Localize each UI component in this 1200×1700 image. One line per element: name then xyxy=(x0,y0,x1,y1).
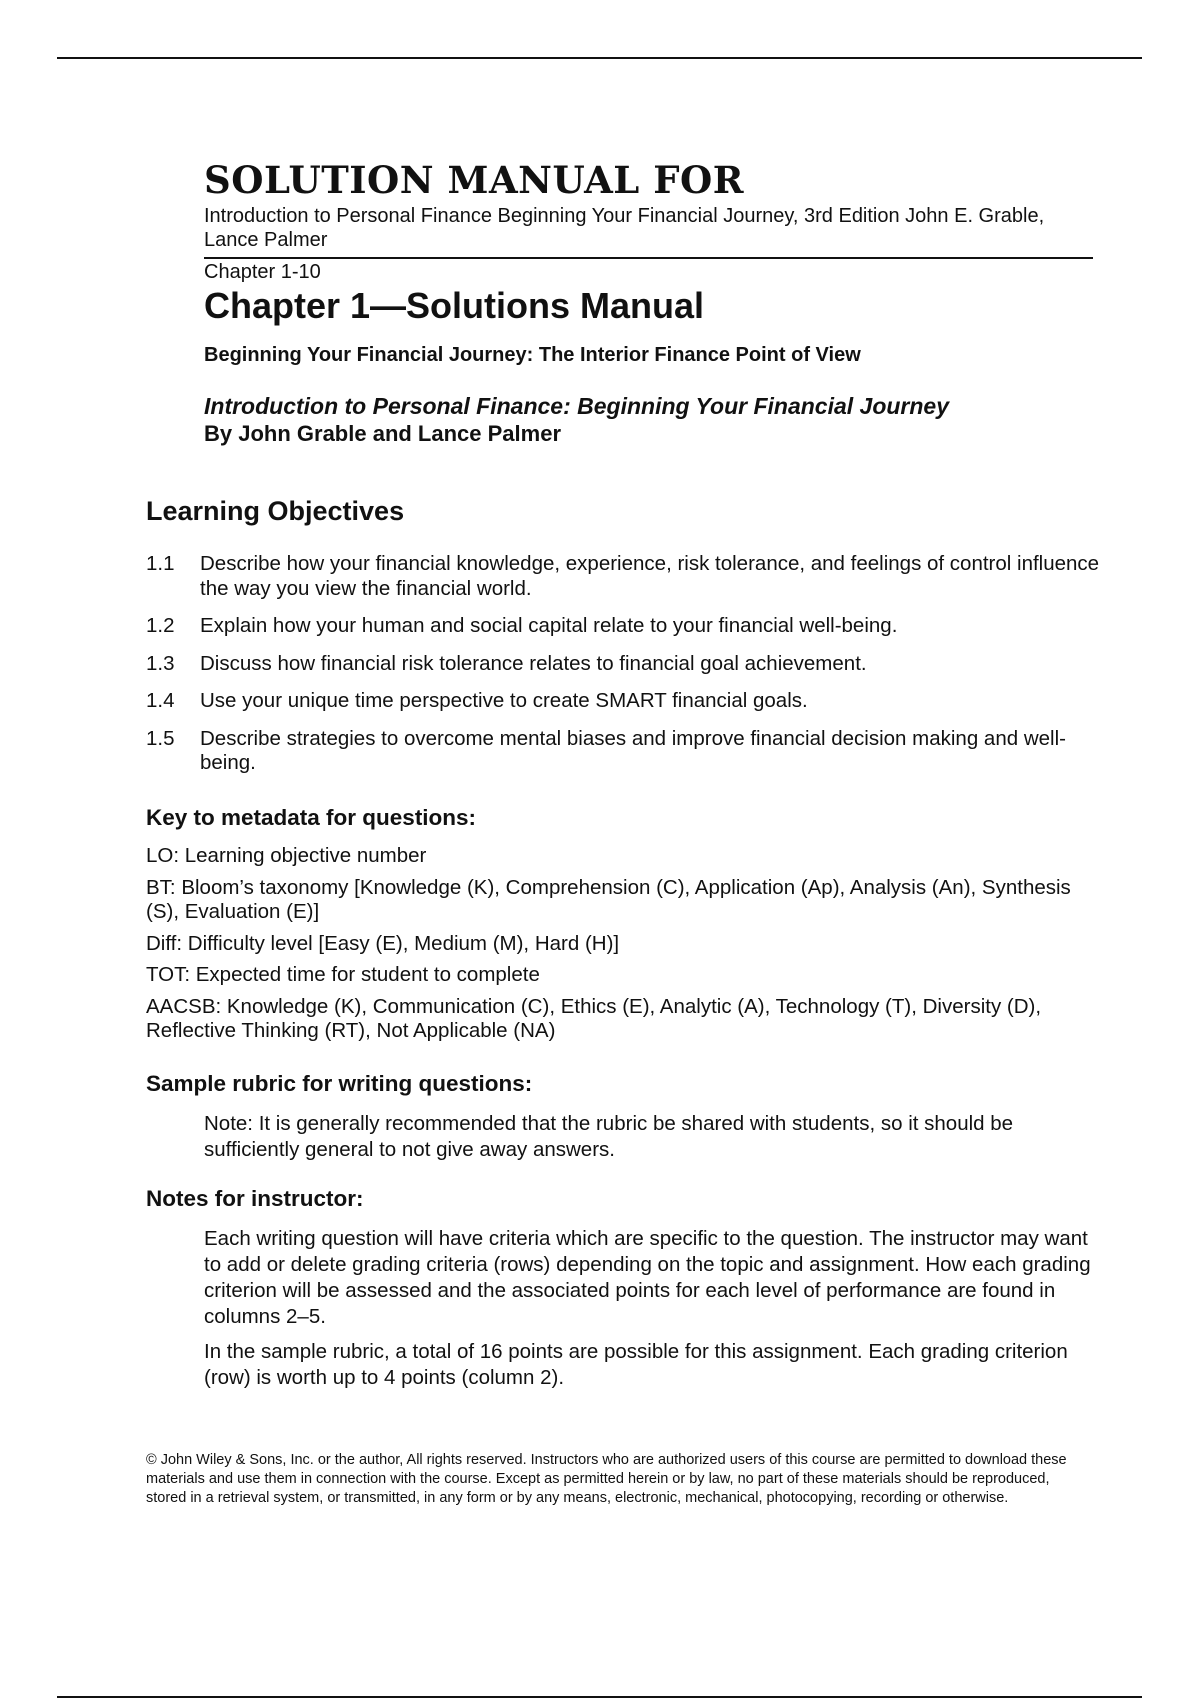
instructor-notes-paragraph: In the sample rubric, a total of 16 points are possible for this assignment. Each grading criterion (row) is worth up to 4 points (column 2). xyxy=(204,1340,1068,1389)
list-item xyxy=(146,727,1106,776)
objective-text: Describe how your financial knowledge, experience, risk tolerance, and feelings of control influence the way you view the financial world. xyxy=(200,552,1100,600)
learning-objectives-heading: Learning Objectives xyxy=(146,496,405,526)
solution-manual-banner: SOLUTION MANUAL FOR xyxy=(204,158,744,202)
objective-text: Explain how your human and social capital relate to your financial well-being. xyxy=(200,614,898,637)
chapter-title: Chapter 1—Solutions Manual xyxy=(204,285,705,326)
list-item: Diff: Difficulty level [Easy (E), Medium (M), Hard (H)] xyxy=(146,931,620,955)
objective-number: 1.3 xyxy=(146,651,175,675)
list-item xyxy=(146,652,1106,677)
rubric-heading: Sample rubric for writing questions: xyxy=(146,1071,533,1096)
book-edition-line: Introduction to Personal Finance Beginning Your Financial Journey, 3rd Edition John E. Grable, Lance Palmer xyxy=(204,205,1045,251)
chapter-subtitle: Beginning Your Financial Journey: The Interior Finance Point of View xyxy=(204,344,861,366)
learning-objectives-list xyxy=(146,552,1106,789)
objective-number: 1.1 xyxy=(146,552,175,575)
header-divider xyxy=(204,257,1093,259)
list-item xyxy=(146,689,1106,714)
list-item xyxy=(146,552,1106,601)
instructor-notes-heading: Notes for instructor: xyxy=(146,1186,364,1211)
metadata-key-list xyxy=(146,844,1106,1051)
book-title: Introduction to Personal Finance: Beginning Your Financial Journey xyxy=(204,393,950,419)
metadata-key-heading: Key to metadata for questions: xyxy=(146,805,477,830)
list-item xyxy=(146,614,1106,639)
list-item: LO: Learning objective number xyxy=(146,844,427,867)
top-rule xyxy=(57,57,1142,59)
objective-text: Describe strategies to overcome mental biases and improve financial decision making and well-being. xyxy=(200,726,1066,774)
list-item: AACSB: Knowledge (K), Communication (C), Ethics (E), Analytic (A), Technology (T), Diversity (D), Reflective Thinking (RT), Not Applicable (NA) xyxy=(146,994,1042,1042)
objective-text: Use your unique time perspective to create SMART financial goals. xyxy=(200,689,808,712)
objective-number: 1.2 xyxy=(146,614,175,637)
copyright-notice: © John Wiley & Sons, Inc. or the author, All rights reserved. Instructors who are authorized users of this course are permitted to download these materials and use them in connection with the course. Except as permitted herein or by law, no part of these materials should be reproduced, stored in a retrieval system, or transmitted, in any form or by any means, electronic, mechanical, photocopying, recording or otherwise. xyxy=(146,1452,1067,1506)
rubric-note: Note: It is generally recommended that the rubric be shared with students, so it should be sufficiently general to not give away answers. xyxy=(204,1112,1014,1161)
instructor-notes-paragraph: Each writing question will have criteria which are specific to the question. The instructor may want to add or delete grading criteria (rows) depending on the topic and assignment. How each grading criterion will be assessed and the associated points for each level of performance are found in columns 2–5. xyxy=(204,1227,1091,1328)
objective-number: 1.5 xyxy=(146,726,175,750)
chapter-range: Chapter 1-10 xyxy=(204,261,321,283)
book-authors: By John Grable and Lance Palmer xyxy=(204,421,562,446)
list-item: TOT: Expected time for student to complete xyxy=(146,963,540,986)
bottom-rule xyxy=(57,1696,1142,1698)
objective-text: Discuss how financial risk tolerance relates to financial goal achievement. xyxy=(200,651,867,675)
objective-number: 1.4 xyxy=(146,689,175,712)
list-item: BT: Bloom’s taxonomy [Knowledge (K), Comprehension (C), Application (Ap), Analysis (An), Synthesis (S), Evaluation (E)] xyxy=(146,875,1071,923)
